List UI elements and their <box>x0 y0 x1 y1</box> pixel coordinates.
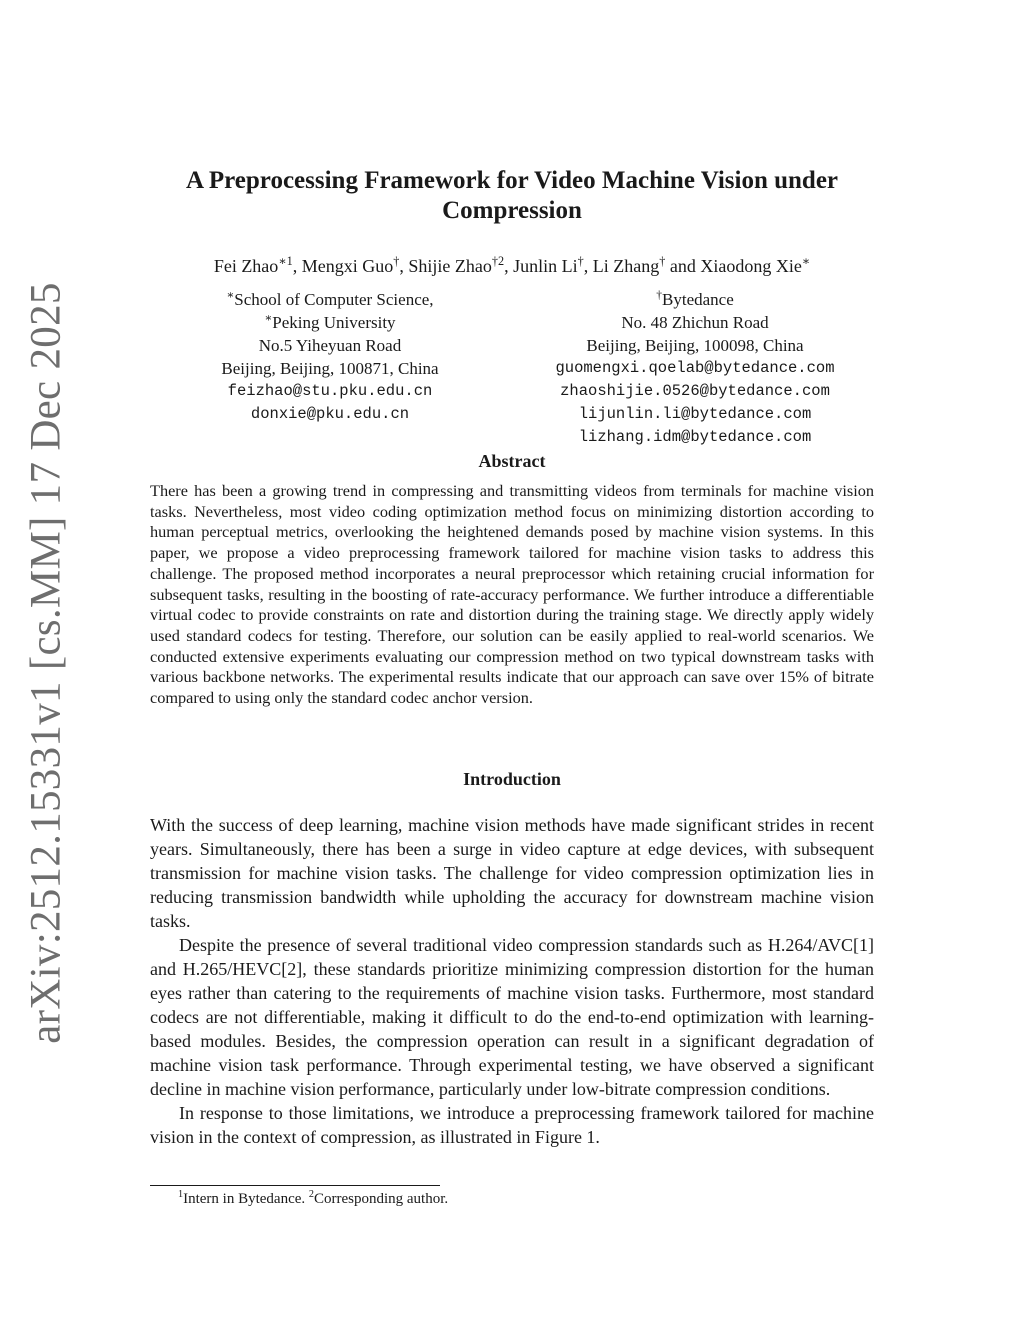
title-line-2: Compression <box>442 197 582 224</box>
author-mark: † <box>659 254 666 268</box>
title-line-1: A Preprocessing Framework for Video Machine Vision under <box>185 167 839 194</box>
author-separator: and <box>665 256 701 276</box>
author-mark: †2 <box>491 254 505 268</box>
footnote-mark: 1 <box>178 1189 184 1200</box>
abstract-body: There has been a growing trend in compressing and transmitting videos from terminals for machine vision tasks. Nevertheless, most video coding optimization method focus on minimizing distortion according to human perceptual metrics, overlooking the heightened demands posed by machine vision systems. In this paper, we propose a video preprocessing framework tailored for machine vision tasks to address this challenge. The proposed method incorporates a neural preprocessor which retaining crucial information for subsequent tasks, resulting in the boosting of rate-accuracy performance. We further introduce a differentiable virtual codec to provide constraints on rate and distortion during the training stage. We directly apply widely used standard codecs for testing. Therefore, our solution can be easily applied to real-world scenarios. We conducted extensive experiments evaluating our compression method on two typical downstream tasks with various backbone networks. The experimental results indicate that our approach can save over 15% of bitrate compared to using only the standard codec anchor version. <box>150 481 874 708</box>
footnote <box>178 1189 448 1209</box>
affil-university: Peking University <box>272 313 396 332</box>
affil-street: No.5 Yiheyuan Road <box>258 336 402 355</box>
intro-paragraph-1: With the success of deep learning, machine vision methods have made significant strides in recent years. Simultaneously, there has been a surge in video capture at edge devices, with subsequent transmission for machine vision tasks. The challenge for video compression optimization lies in reducing transmission bandwidth while upholding the accuracy for downstream machine vision tasks. <box>150 815 874 931</box>
author-separator: , <box>583 256 593 276</box>
affil-street: No. 48 Zhichun Road <box>621 313 769 332</box>
email-link[interactable]: lizhang.idm@bytedance.com <box>578 428 812 446</box>
author-list <box>150 255 874 277</box>
arxiv-identifier: arXiv:2512.15331v1 [cs.MM] 17 Dec 2025 <box>22 282 70 1044</box>
author-name: Fei Zhao <box>213 256 279 276</box>
email-link[interactable]: lijunlin.li@bytedance.com <box>578 405 812 423</box>
author-name: Shijie Zhao <box>408 256 492 276</box>
email-link[interactable]: guomengxi.qoelab@bytedance.com <box>555 359 835 377</box>
introduction-heading: Introduction <box>463 769 561 789</box>
footnote-text: Corresponding author. <box>313 1191 449 1207</box>
author-mark: † <box>577 254 584 268</box>
author-separator: , <box>504 256 514 276</box>
affil-school: School of Computer Science, <box>234 290 434 309</box>
paper-title <box>150 166 874 226</box>
affil-company: Bytedance <box>662 290 734 309</box>
affiliation-bytedance <box>545 288 845 449</box>
email-link[interactable]: zhaoshijie.0526@bytedance.com <box>560 382 830 400</box>
author-name: Xiaodong Xie <box>700 256 802 276</box>
author-mark: † <box>393 254 400 268</box>
author-mark: ∗1 <box>278 254 293 268</box>
email-link[interactable]: feizhao@stu.pku.edu.cn <box>227 382 433 400</box>
footnote-mark: 2 <box>308 1189 314 1200</box>
affil-mark: † <box>656 288 663 302</box>
abstract-heading: Abstract <box>478 451 546 471</box>
footnote-text: Intern in Bytedance. <box>183 1191 309 1207</box>
introduction-body <box>150 813 874 1149</box>
intro-paragraph-2: Despite the presence of several traditional video compression standards such as H.264/AVC[1] and H.265/HEVC[2], these standards prioritize minimizing compression distortion for the human eyes rather than catering to the requirements of machine vision tasks. Furthermore, most standard codecs are not differentiable, making it difficult to do the end-to-end optimization with learning-based modules. Besides, the compression operation can result in a significant degradation of machine vision task performance. Through experimental testing, we have observed a significant decline in machine vision performance, particularly under low-bitrate compression conditions. <box>150 935 874 1099</box>
affil-city: Beijing, Beijing, 100871, China <box>221 359 439 378</box>
affil-mark: ∗ <box>264 311 273 325</box>
affil-mark: ∗ <box>226 288 235 302</box>
author-name: Li Zhang <box>592 256 660 276</box>
author-mark: ∗ <box>801 254 811 268</box>
footnote-rule <box>150 1185 440 1186</box>
intro-paragraph-3: In response to those limitations, we introduce a preprocessing framework tailored for machine vision in the context of compression, as illustrated in Figure 1. <box>150 1103 874 1147</box>
author-name: Mengxi Guo <box>301 256 394 276</box>
author-separator: , <box>399 256 409 276</box>
affil-city: Beijing, Beijing, 100098, China <box>586 336 804 355</box>
author-separator: , <box>292 256 302 276</box>
author-name: Junlin Li <box>513 256 578 276</box>
email-link[interactable]: donxie@pku.edu.cn <box>250 405 410 423</box>
affiliation-pku <box>190 288 470 426</box>
